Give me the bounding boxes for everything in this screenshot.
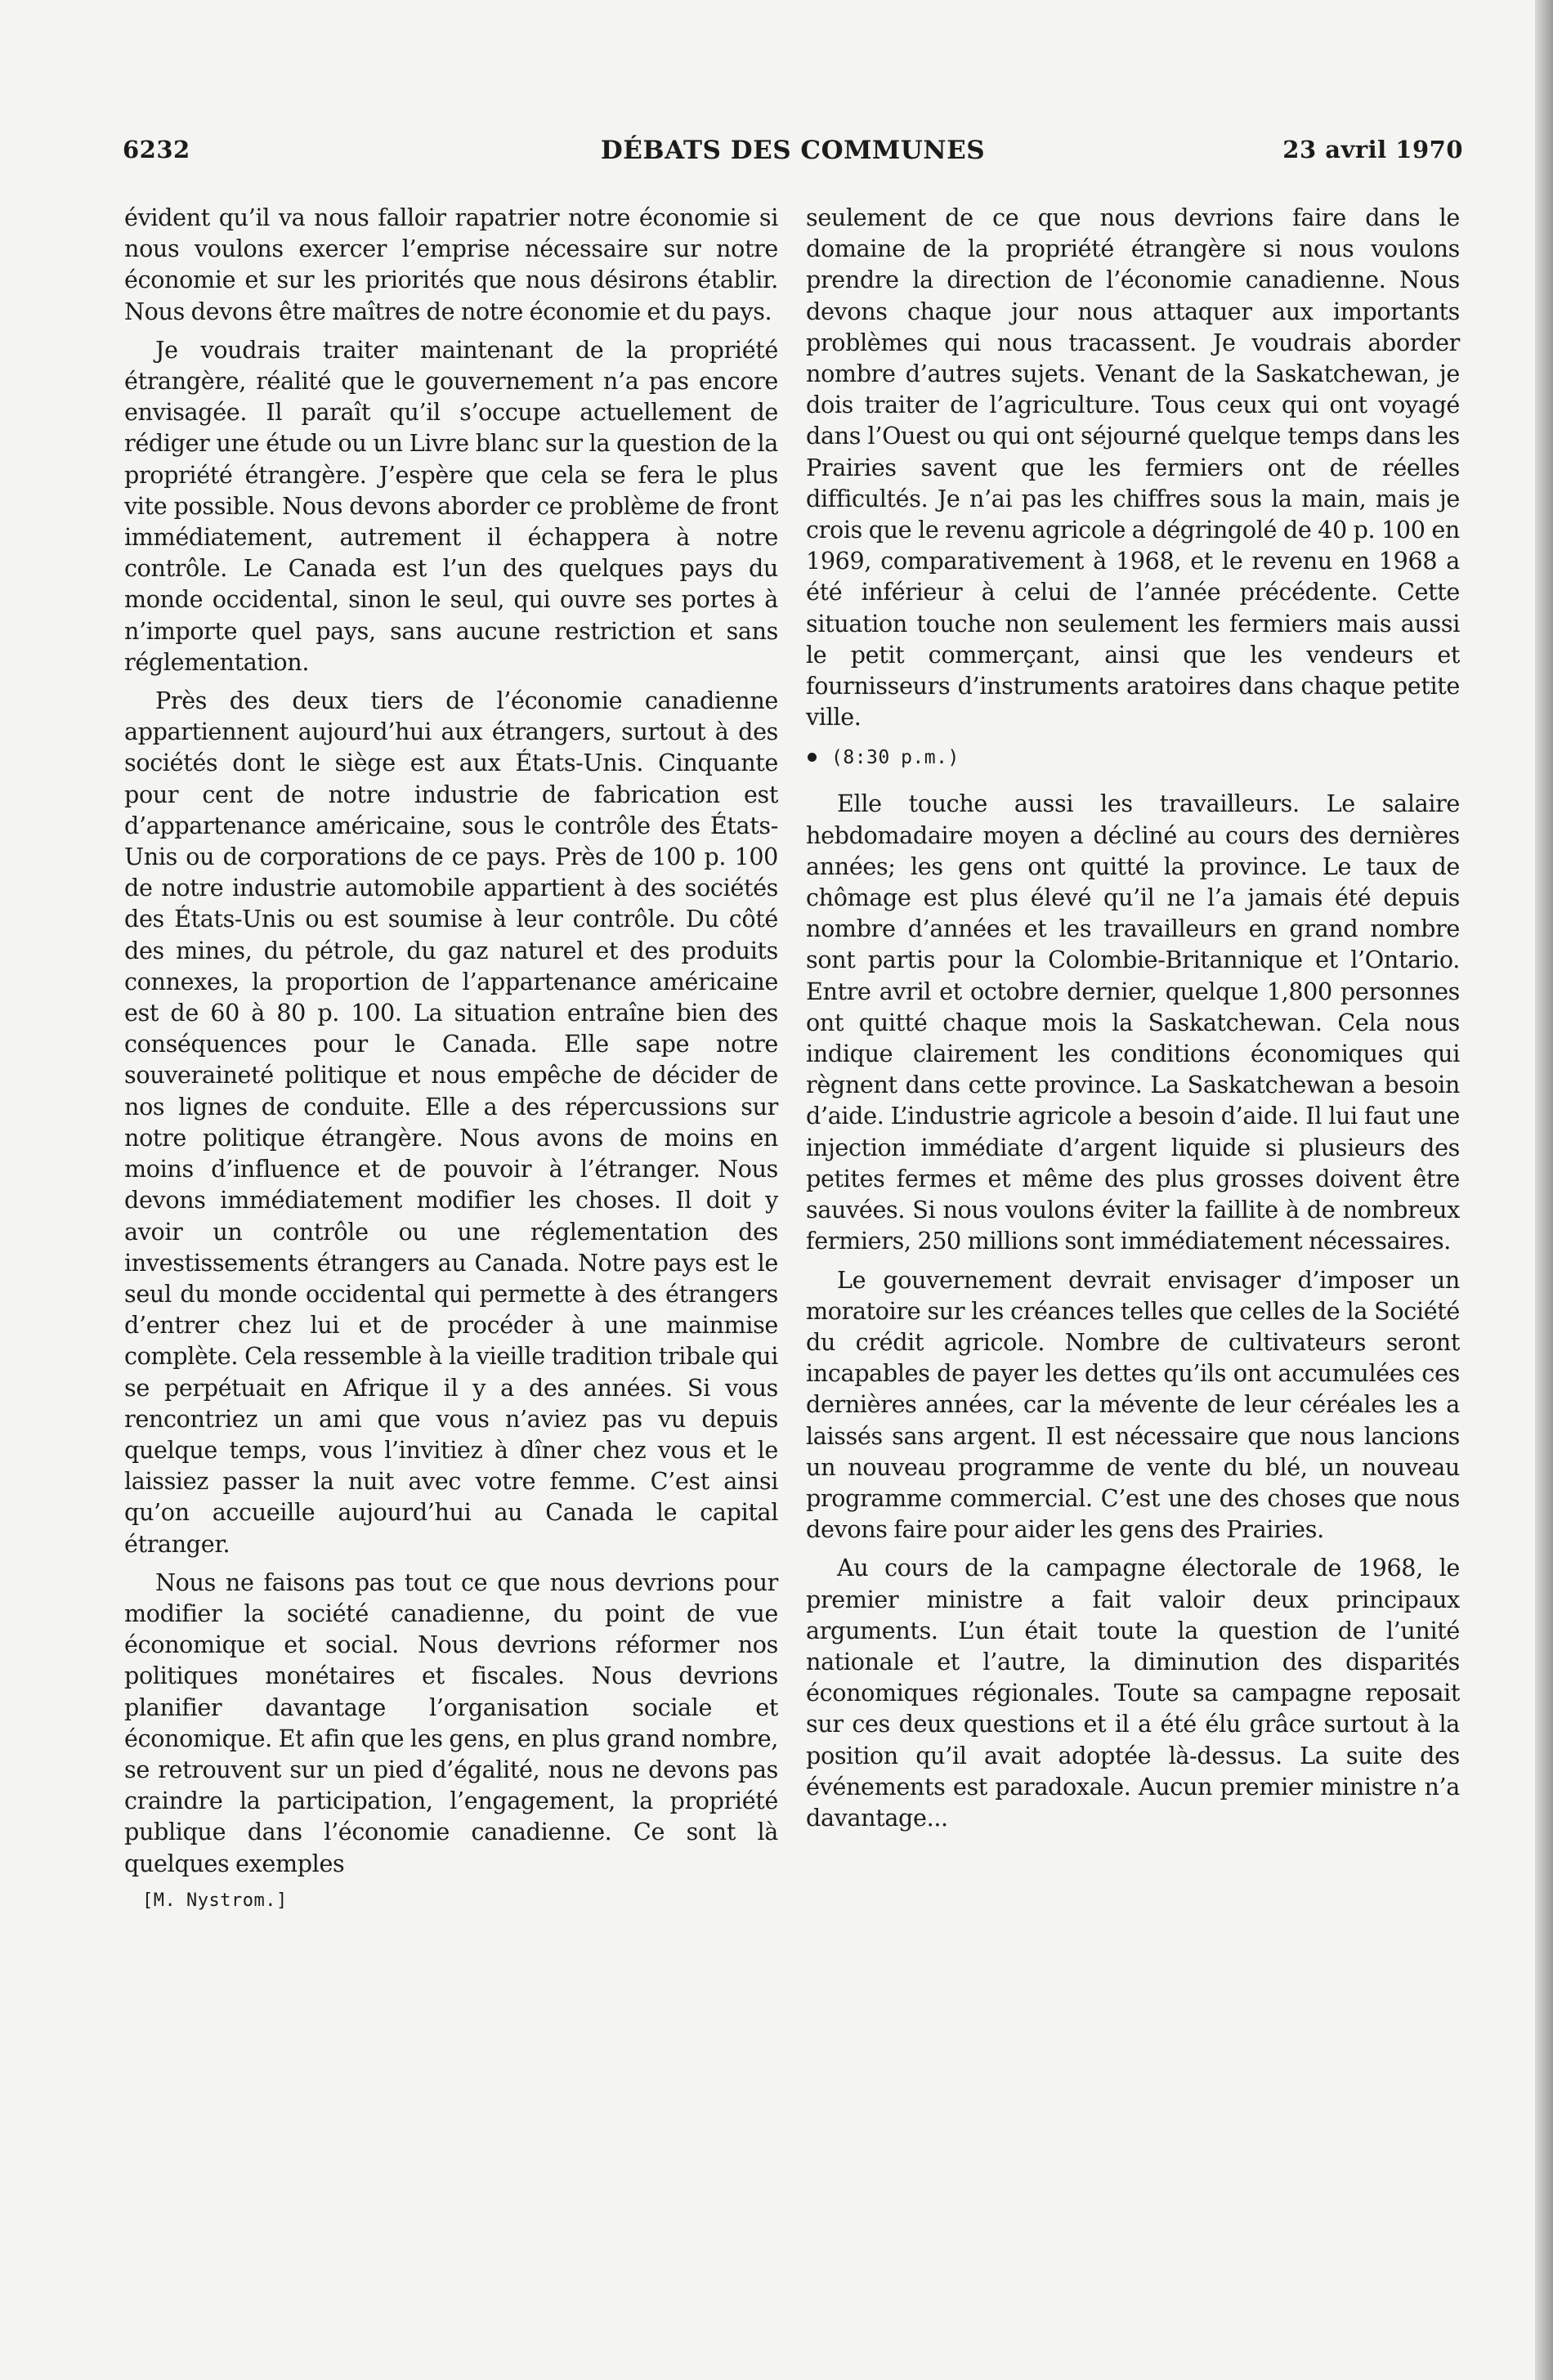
paragraph: Près des deux tiers de l’économie canadienne appartiennent aujourd’hui aux étrangers, surtout à des sociétés dont le siège est aux États-Unis. Cinquante pour cent de notre industrie de fabrication est d’appartenance américaine, sous le contrôle des États-Unis ou de corporations de ce pays. Près de 100 p. 100 de notre industrie automobile appartient à des sociétés des États-Unis ou est soumise à leur contrôle. Du côté des mines, du pétrole, du gaz naturel et des produits connexes, la proportion de l’appartenance américaine est de 60 à 80 p. 100. La situation entraîne bien des conséquences pour le Canada. Elle sape notre souveraineté politique et nous empêche de décider de nos lignes de conduite. Elle a des répercussions sur notre politique étrangère. Nous avons de moins en moins d’influence et de pouvoir à l’étranger. Nous devons immédiatement modifier les choses. Il doit y avoir un contrôle ou une réglementation des investissements étrangers au Canada. Notre pays est le seul du monde occidental qui permette à des étrangers d’entrer chez lui et de procéder à une mainmise complète. Cela ressemble à la vieille tradition tribale qui se perpétuait en Afrique il y a des années. Si vous rencontriez un ami que vous n’aviez pas vu depuis quelque temps, vous l’invitiez à dîner chez vous et le laissiez passer la nuit avec votre femme. C’est ainsi qu’on accueille aujourd’hui au Canada le capital étranger. — [124, 687, 778, 1558]
left-column — [124, 202, 778, 1915]
right-column — [806, 202, 1460, 1841]
timestamp-text: (8:30 p.m.) — [831, 747, 960, 769]
bullet-icon — [808, 753, 817, 762]
paragraph: Le gouvernement devrait envisager d’imposer un moratoire sur les créances telles que celles de la Société du crédit agricole. Nombre de cultivateurs seront incapables de payer les dettes qu’ils ont accumulées ces dernières années, car la mévente de leur céréales les a laissés sans argent. Il est nécessaire que nous lancions un nouveau programme de vente du blé, un nouveau programme commercial. C’est une des choses que nous devons faire pour aider les gens des Prairies. — [806, 1265, 1460, 1544]
paragraph: Je voudrais traiter maintenant de la propriété étrangère, réalité que le gouvernement n’a pas encore envisagée. Il paraît qu’il s’occupe actuellement de rédiger une étude ou un Livre blanc sur la question de la propriété étrangère. J’espère que cela se fera le plus vite possible. Nous devons aborder ce problème de front immédiatement, autrement il échappera à notre contrôle. Le Canada est l’un des quelques pays du monde occidental, sinon le seul, qui ouvre ses portes à n’importe quel pays, sans aucune restriction et sans réglementation. — [124, 335, 778, 676]
paragraph: Nous ne faisons pas tout ce que nous devrions pour modifier la société canadienne, du point de vue économique et social. Nous devrions réformer nos politiques monétaires et fiscales. Nous devrions planifier davantage l’organisation sociale et économique. Et afin que les gens, en plus grand nombre, se retrouvent sur un pied d’égalité, nous ne devons pas craindre la participation, l’engagement, la propriété publique dans l’économie canadienne. Ce sont là quelques exemples — [124, 1568, 779, 1877]
paragraph: Au cours de la campagne électorale de 1968, le premier ministre a fait valoir deux principaux arguments. L’un était toute la question de l’unité nationale et l’autre, la diminution des disparités économiques régionales. Toute sa campagne reposait sur ces deux questions et il a été élu grâce surtout à la position qu’il avait adoptée là-dessus. La suite des événements est paradoxale. Aucun premier ministre n’a davantage... — [806, 1554, 1460, 1832]
paragraph: évident qu’il va nous falloir rapatrier notre économie si nous voulons exercer l’emprise nécessaire sur notre économie et sur les priorités que nous désirons établir. Nous devons être maîtres de notre économie et du pays. — [124, 204, 778, 325]
speaker-attribution: [M. Nystrom.] — [142, 1890, 288, 1911]
timestamp-marker — [806, 742, 1460, 773]
page-date: 23 avril 1970 — [1282, 136, 1463, 163]
publication-title: DÉBATS DES COMMUNES — [600, 136, 986, 165]
paragraph: Elle touche aussi les travailleurs. Le salaire hebdomadaire moyen a décliné au cours des dernières années; les gens ont quitté la province. Le taux de chômage est plus élevé qu’il ne l’a jamais été depuis nombre d’années et les travailleurs en grand nombre sont partis pour la Colombie-Britannique et l’Ontario. Entre avril et octobre dernier, quelque 1,800 personnes ont quitté chaque mois la Saskatchewan. Cela nous indique clairement les conditions économiques qui règnent dans cette province. La Saskatchewan a besoin d’aide. L’industrie agricole a besoin d’aide. Il lui faut une injection immédiate d’argent liquide si plusieurs des petites fermes et même des plus grosses doivent être sauvées. Si nous voulons éviter la faillite à de nombreux fermiers, 250 millions sont immédiatement nécessaires. — [806, 790, 1460, 1255]
page-number: 6232 — [123, 136, 190, 163]
scan-edge — [1535, 0, 1553, 2380]
page-header — [123, 136, 1463, 172]
paragraph: seulement de ce que nous devrions faire dans le domaine de la propriété étrangère si nous voulons prendre la direction de l’économie canadienne. Nous devons chaque jour nous attaquer aux importants problèmes qui nous tracassent. Je voudrais aborder nombre d’autres sujets. Venant de la Saskatchewan, je dois traiter de l’agriculture. Tous ceux qui ont voyagé dans l’Ouest ou qui ont séjourné quelque temps dans les Prairies savent que les fermiers ont de réelles difficultés. Je n’ai pas les chiffres sous la main, mais je crois que le revenu agricole a dégringolé de 40 p. 100 en 1969, comparativement à 1968, et le revenu en 1968 a été inférieur à celui de l’année précédente. Cette situation touche non seulement les fermiers mais aussi le petit commerçant, ainsi que les vendeurs et fournisseurs d’instruments aratoires dans chaque petite ville. — [806, 204, 1460, 731]
